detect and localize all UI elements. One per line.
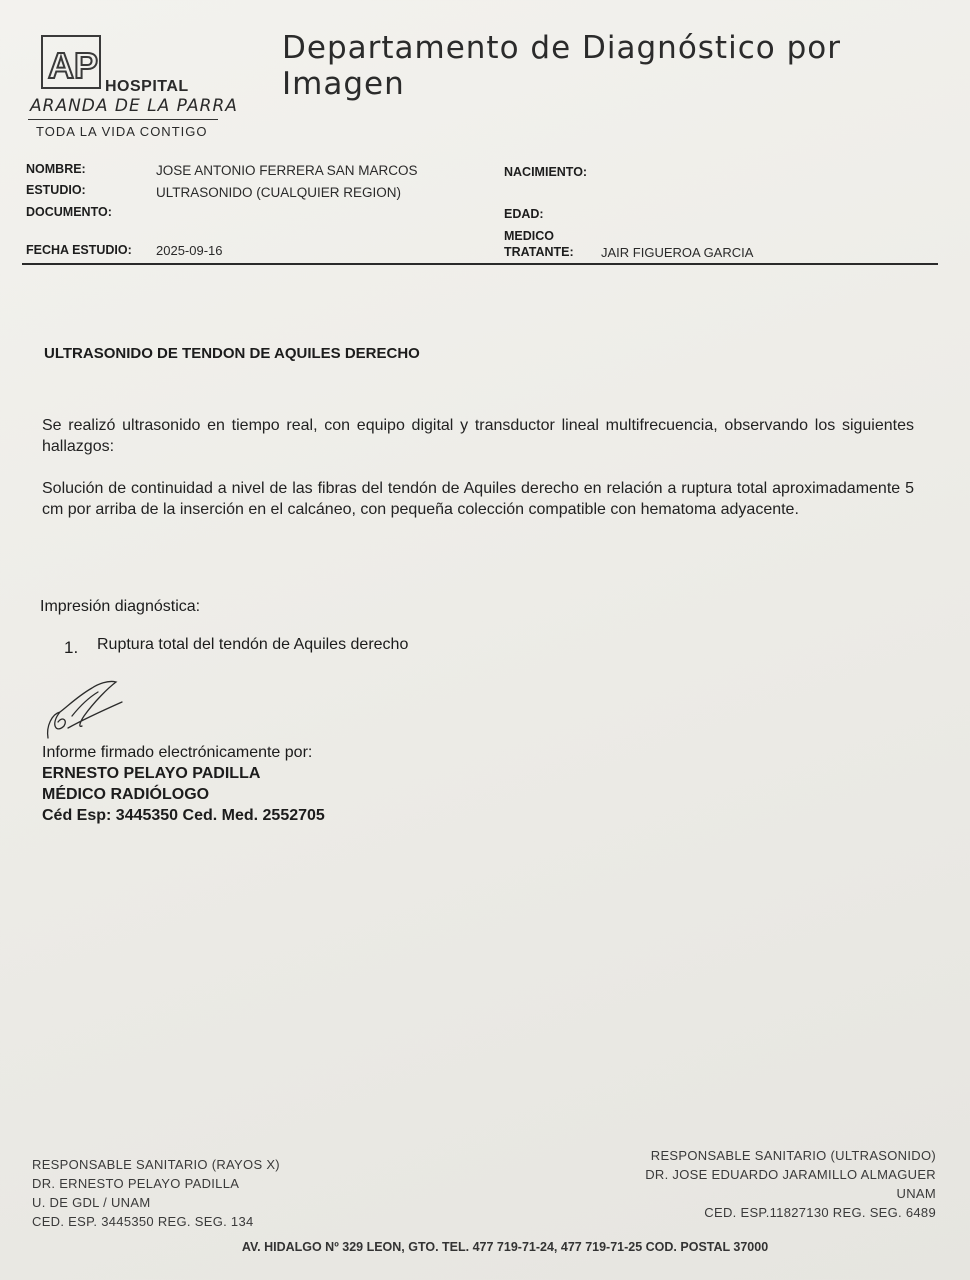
hospital-logo-icon: [40, 34, 102, 90]
logo-tagline: TODA LA VIDA CONTIGO: [36, 124, 208, 139]
footer-left-line: DR. ERNESTO PELAYO PADILLA: [32, 1176, 240, 1191]
impression-title: Impresión diagnóstica:: [40, 598, 201, 615]
footer-right-line: UNAM: [896, 1186, 936, 1201]
footer-right-line: CED. ESP.11827130 REG. SEG. 6489: [704, 1205, 936, 1220]
logo-initials: AP: [48, 45, 99, 86]
estudio-label: ESTUDIO:: [26, 183, 86, 197]
report-intro: Se realizó ultrasonido en tiempo real, con equipo digital y transductor lineal multifrecuencia, observando los siguientes hallazgos:: [42, 417, 914, 455]
treating-physician: JAIR FIGUEROA GARCIA: [601, 245, 754, 260]
footer-right: [645, 1146, 936, 1222]
logo-hospital-text: HOSPITAL: [105, 78, 189, 95]
handwritten-signature: [38, 676, 128, 751]
footer-left: [32, 1155, 280, 1231]
report-findings: Solución de continuidad a nivel de las fibras del tendón de Aquiles derecho en relación a ruptura total aproximadamente 5 cm por arriba de la inserción en el calcáneo, con pequeña colección compatible con hematoma adyacente.: [42, 480, 914, 518]
department-title: Departamento de Diagnóstico por Imagen: [282, 30, 841, 102]
medico-label: MEDICO: [504, 229, 554, 243]
footer-left-line: U. DE GDL / UNAM: [32, 1195, 151, 1210]
footer-right-line: RESPONSABLE SANITARIO (ULTRASONIDO): [650, 1148, 936, 1163]
patient-name: JOSE ANTONIO FERRERA SAN MARCOS: [156, 163, 418, 178]
footer-right-line: DR. JOSE EDUARDO JARAMILLO ALMAGUER: [645, 1167, 936, 1182]
radiologist-name: ERNESTO PELAYO PADILLA: [42, 765, 261, 782]
report-title: ULTRASONIDO DE TENDON DE AQUILES DERECHO: [44, 345, 420, 362]
header-divider: [22, 263, 938, 265]
signed-by-label: Informe firmado electrónicamente por:: [42, 744, 313, 761]
impression-item-number: 1.: [64, 638, 79, 657]
fecha-label: FECHA ESTUDIO:: [26, 243, 132, 257]
radiologist-title: MÉDICO RADIÓLOGO: [42, 786, 210, 803]
impression-item-text: Ruptura total del tendón de Aquiles derecho: [97, 636, 409, 653]
radiologist-cedula: Céd Esp: 3445350 Ced. Med. 2552705: [42, 807, 325, 824]
tratante-label: TRATANTE:: [504, 245, 574, 259]
logo-divider: [28, 119, 218, 120]
edad-label: EDAD:: [504, 207, 544, 221]
footer-left-line: CED. ESP. 3445350 REG. SEG. 134: [32, 1214, 254, 1229]
documento-label: DOCUMENTO:: [26, 205, 112, 219]
logo-hospital-name: ARANDA DE LA PARRA: [30, 96, 238, 116]
study-date: 2025-09-16: [156, 243, 223, 258]
footer-left-line: RESPONSABLE SANITARIO (RAYOS X): [32, 1157, 280, 1172]
nombre-label: NOMBRE:: [26, 162, 86, 176]
study-type: ULTRASONIDO (CUALQUIER REGION): [156, 185, 402, 200]
hospital-address: AV. HIDALGO Nº 329 LEON, GTO. TEL. 477 719-71-24, 477 719-71-25 COD. POSTAL 37000: [241, 1240, 769, 1254]
nacimiento-label: NACIMIENTO:: [504, 165, 588, 179]
